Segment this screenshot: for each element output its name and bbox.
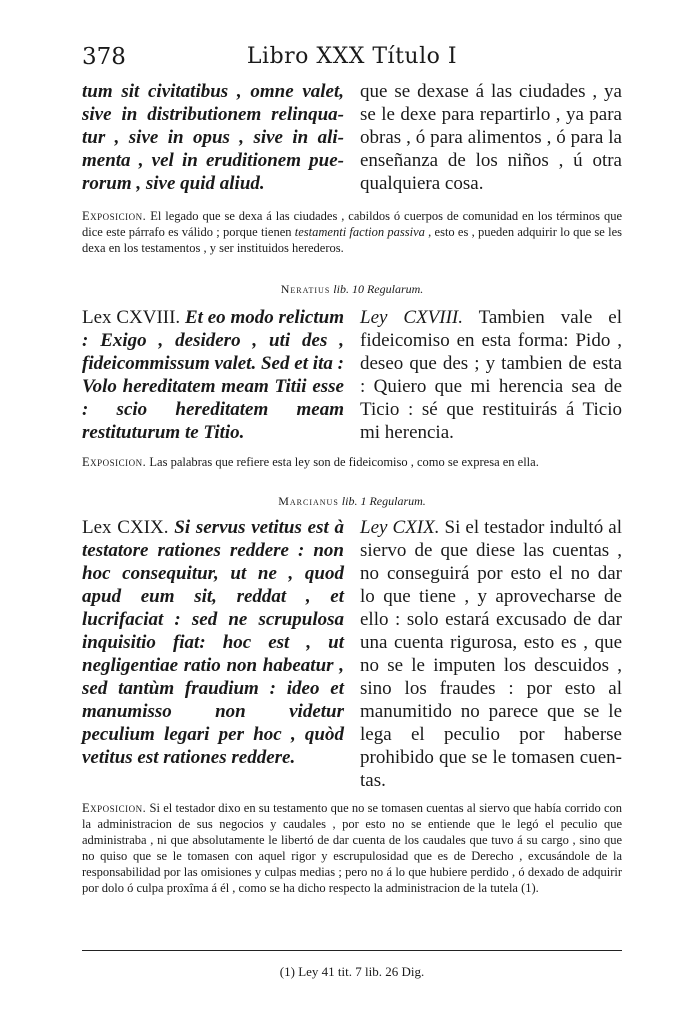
spanish-text: Si el testador indultó al siervo de que diese las cuentas , no conseguirá por esto el no dar lo que tiene , y aprovecharse de ello : solo estará excusado de dar una cuenta rigurosa, esto es , que no se le imputen los descuidos , sino los fraudes : por esto al manumitido no parece que se le lega el peculio por haberse prohibido que se le tomasen cuentas. xyxy=(360,517,622,791)
page-number: 378 xyxy=(82,44,126,70)
source-ref: lib. 1 Regularum. xyxy=(341,494,426,508)
latin-column xyxy=(82,306,344,444)
running-title: Libro XXX Título I xyxy=(246,44,458,69)
latin-column xyxy=(82,516,344,792)
exposicion-label: Exposicion. xyxy=(82,455,147,469)
latin-text: Si servus vetitus est à testatore rationes reddere : non hoc consequitur, ut ne , quod apud eum sit, reddat , et lucrifaciat : sed ne scrupulosa inquisitio fiat: hoc est , ut negligentiae ratio non habeatur , sed tantùm fraudium : ideo et manumisso non videtur peculium legari per hoc , quòd vetitus est rationes reddere. xyxy=(82,517,345,768)
latin-text: tum sit civitatibus , omne valet, sive in distributionem relinquatur , sive in opus , sive in alimenta , vel in eruditionem puerorum , sive quid aliud. xyxy=(82,81,344,194)
latin-column xyxy=(82,80,344,195)
lex-heading: Lex CXVIII. xyxy=(82,307,181,328)
spanish-column xyxy=(360,80,622,195)
lex-heading: Lex CXIX. xyxy=(82,517,169,538)
source-author: Marcianus xyxy=(278,494,339,508)
source-citation-2 xyxy=(82,494,622,509)
exposicion-text: Si el testador dixo en su testamento que no se tomasen cuentas al siervo que había corrido con la administracion de sus negocios y caudales , por esto no se entiende que le legó el peculio que administraba , ni que absolutamente le libertó de dar cuenta de los caudales que tuvo á su cargo , sino que no quiso que se le tomasen con aquel rigor y escrupulosidad que es de Derecho , excusándole de la responsabilidad por las omisiones y culpas medias ; pero no á lo que hubiere perdido , ó dexado de adquirir por dolo ó culpa proxîma á él , como se ha dicho respecto la administracion de la tutela (1). xyxy=(82,801,622,895)
source-ref: lib. 10 Regularum. xyxy=(333,282,424,296)
exposicion-3 xyxy=(82,800,622,896)
spanish-text: Tambien vale el fideicomiso en esta forma: Pido , deseo que des ; y tambien de esta : Quiero que mi herencia sea de Ticio : sé que restituirás á Ticio mi herencia. xyxy=(360,307,622,443)
exposicion-text: Las palabras que refiere esta ley son de fideicomiso , como se expresa en ella. xyxy=(146,455,539,469)
exposicion-label: Exposicion. xyxy=(82,801,147,815)
latin-text: Et eo modo relictum : Exigo , desidero , uti des , fideicommissum valet. Sed et ita : Volo hereditatem meam Titii esse : scio hereditatem meam restituturum te Titio. xyxy=(82,307,344,443)
exposicion-text: El legado que se dexa á las ciudades , cabildos ó cuerpos de comunidad en los términos que dice este párrafo es válido ; porque tienen xyxy=(82,209,622,239)
footnote: (1) Ley 41 tit. 7 lib. 26 Dig. xyxy=(279,964,425,979)
spanish-text: que se dexase á las ciudades , ya se le dexe para repartirlo , ya para obras , ó para alimentos , ó para la enseñanza de los niños , ú otra qualquiera cosa. xyxy=(360,81,622,194)
source-author: Neratius xyxy=(280,282,331,296)
exposicion-1 xyxy=(82,208,622,256)
exposicion-italic: testamenti faction passiva xyxy=(294,225,425,239)
footnote-divider xyxy=(82,950,622,951)
ley-heading: Ley CXVIII. xyxy=(360,307,463,328)
exposicion-2 xyxy=(82,454,622,470)
spanish-column xyxy=(360,516,622,792)
exposicion-text: , esto es , pueden adquirir lo que se les dexa en los testamentos , y ser instituidos herederos. xyxy=(82,225,622,255)
page-header xyxy=(82,40,622,76)
lex-119-block xyxy=(82,516,622,792)
exposicion-label: Exposicion. xyxy=(82,209,147,223)
lex-118-block xyxy=(82,306,622,444)
continuation-block xyxy=(82,80,622,195)
source-citation-1 xyxy=(82,282,622,297)
ley-heading: Ley CXIX. xyxy=(360,517,440,538)
spanish-column xyxy=(360,306,622,444)
